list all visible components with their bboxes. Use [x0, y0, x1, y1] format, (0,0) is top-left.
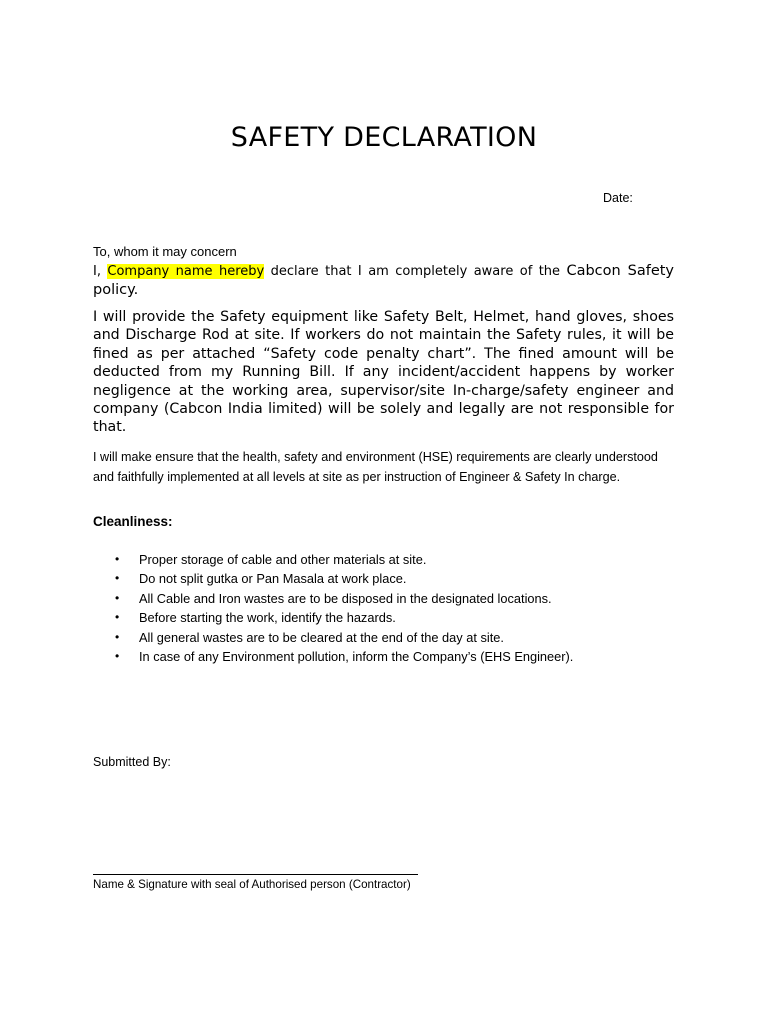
list-item — [93, 647, 693, 666]
document-title: SAFETY DECLARATION — [230, 122, 538, 153]
bullet-icon: • — [115, 590, 120, 605]
list-item-text: Do not split gutka or Pan Masala at work place. — [139, 571, 407, 587]
bullet-icon: • — [115, 610, 120, 625]
list-item — [93, 569, 693, 588]
list-item — [93, 589, 693, 608]
list-item-text: In case of any Environment pollution, inform the Company’s (EHS Engineer). — [139, 648, 574, 664]
salutation: To, whom it may concern — [93, 244, 237, 259]
bullet-icon: • — [115, 571, 120, 586]
declaration-sentence — [93, 262, 674, 300]
safety-equipment-paragraph: I will provide the Safety equipment like Safety Belt, Helmet, hand gloves, shoes and Discharge Rod at site. If workers do not maintain the Safety rules, it will be fined as per attached “Safety code penalty chart”. The fined amount will be deducted from my Running Bill. If any incident/accident happens by worker negligence at the working area, supervisor/site In-charge/safety engineer and company (Cabcon India limited) will be solely and legally are not responsible for that. — [93, 309, 674, 436]
bullet-icon: • — [115, 629, 120, 644]
list-item-text: All general wastes are to be cleared at the end of the day at site. — [139, 629, 504, 645]
list-item-text: Before starting the work, identify the hazards. — [139, 610, 396, 626]
declaration-suffix: policy. — [93, 282, 139, 298]
declaration-middle: declare that I am completely aware of the — [264, 264, 567, 279]
bullet-icon: • — [115, 552, 120, 566]
policy-name: Cabcon Safety — [566, 263, 675, 279]
list-item-text: Proper storage of cable and other materials at site. — [139, 552, 427, 567]
list-item — [93, 628, 693, 647]
bullet-icon: • — [115, 648, 120, 663]
submitted-by-label: Submitted By: — [93, 755, 171, 769]
highlighted-company-name: Company name hereby — [107, 264, 265, 279]
signature-line — [93, 874, 418, 875]
cleanliness-list — [93, 550, 693, 666]
declaration-prefix: I, — [93, 264, 108, 279]
signature-caption: Name & Signature with seal of Authorised person (Contractor) — [93, 878, 411, 891]
list-item-text: All Cable and Iron wastes are to be disposed in the designated locations. — [139, 590, 552, 606]
list-item — [93, 608, 693, 627]
date-label: Date: — [603, 191, 633, 205]
list-item — [93, 550, 693, 569]
hse-paragraph: I will make ensure that the health, safety and environment (HSE) requirements are clearly understood and faithfully implemented at all levels at site as per instruction of Engineer & Safety In charge. — [93, 450, 658, 484]
cleanliness-heading: Cleanliness: — [93, 514, 173, 529]
